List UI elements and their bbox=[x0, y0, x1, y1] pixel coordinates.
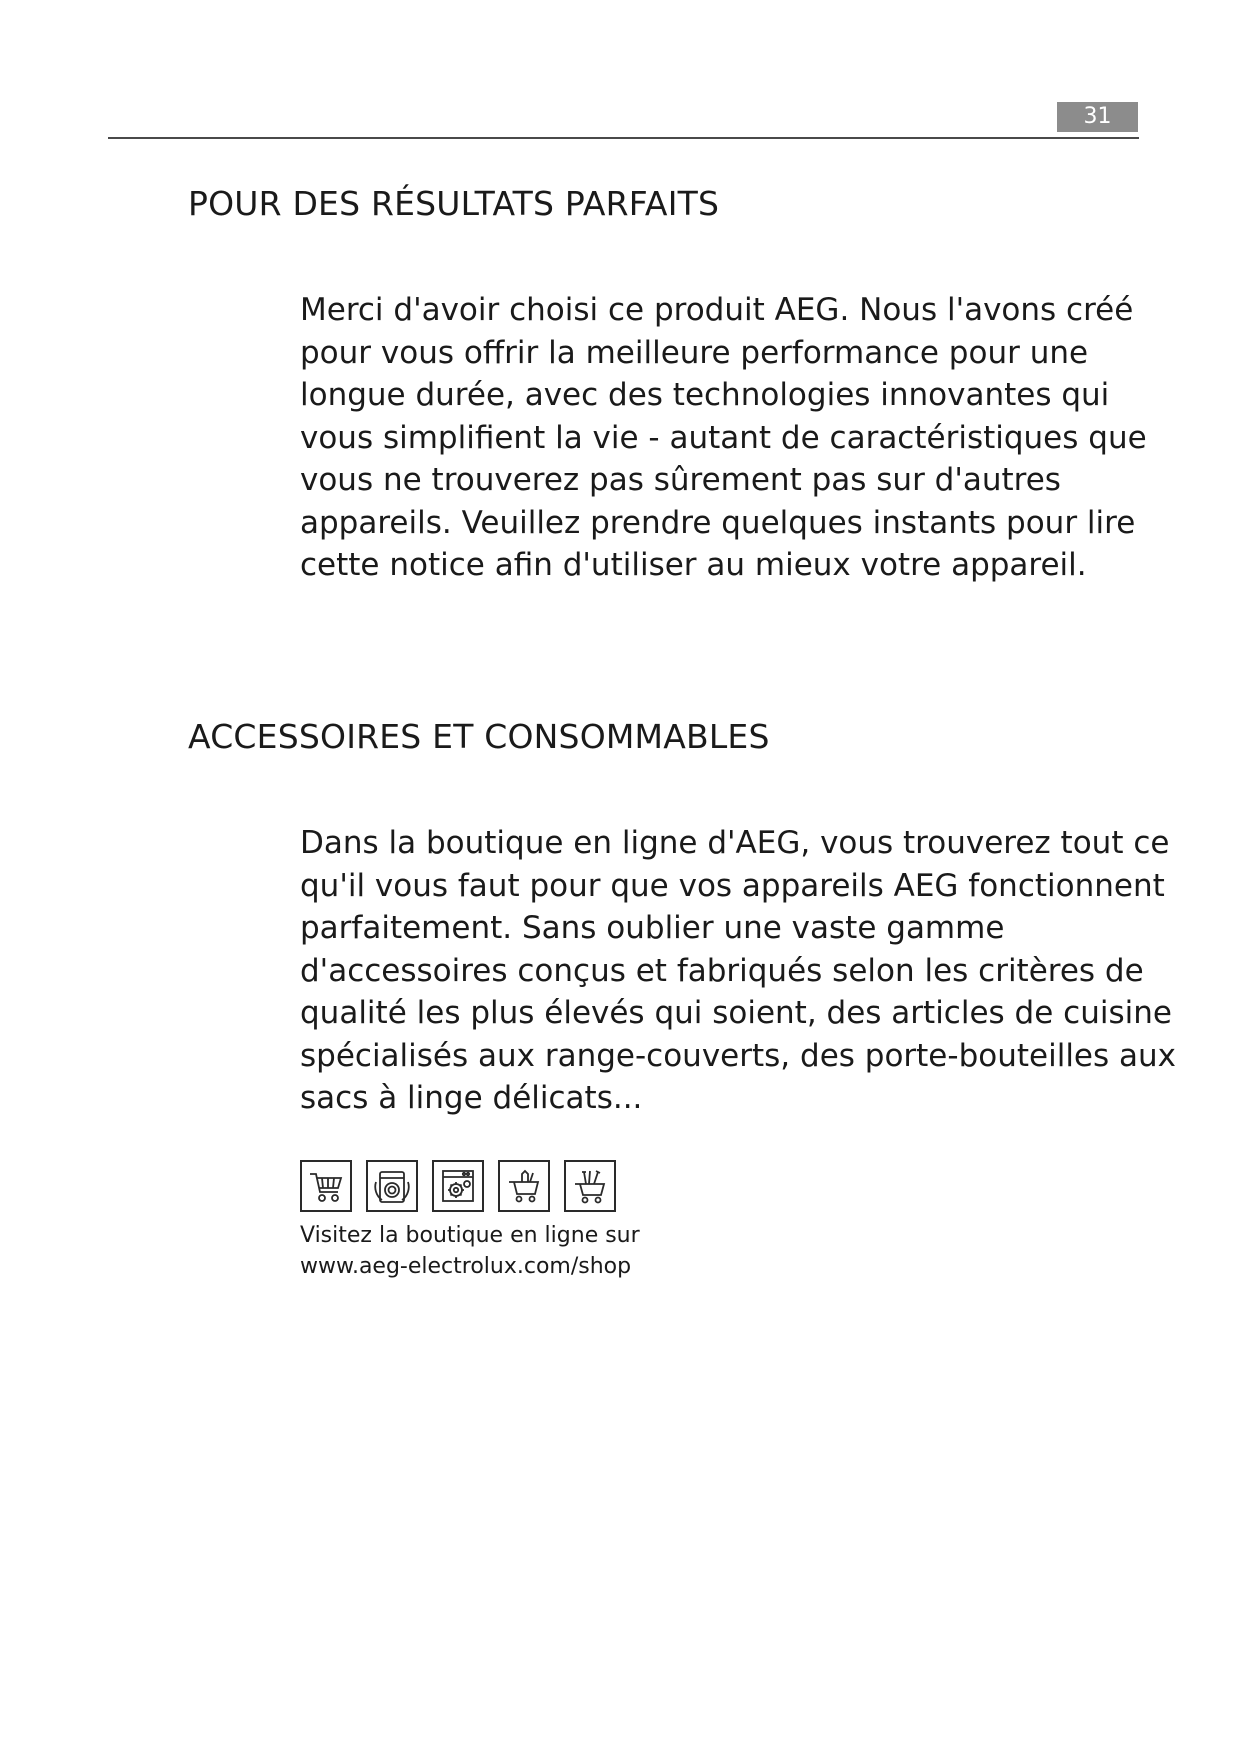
paragraph-line: longue durée, avec des technologies innovantes qui bbox=[300, 377, 1110, 413]
shop-caption bbox=[300, 1220, 640, 1282]
intro-paragraph bbox=[300, 289, 1150, 587]
oven-gear-icon bbox=[432, 1160, 484, 1212]
cart-utensils-icon bbox=[564, 1160, 616, 1212]
paragraph-line: sacs à linge délicats... bbox=[300, 1080, 643, 1116]
shop-caption-line: Visitez la boutique en ligne sur bbox=[300, 1223, 640, 1248]
paragraph-line: qualité les plus élevés qui soient, des articles de cuisine bbox=[300, 995, 1172, 1031]
accessories-paragraph bbox=[300, 822, 1176, 1120]
section-title-resultats: POUR DES RÉSULTATS PARFAITS bbox=[188, 184, 720, 223]
paragraph-line: vous ne trouverez pas sûrement pas sur d'autres bbox=[300, 462, 1061, 498]
paragraph-line: spécialisés aux range-couverts, des porte-bouteilles aux bbox=[300, 1037, 1176, 1074]
cart-bottles-icon bbox=[498, 1160, 550, 1212]
shopping-cart-icon bbox=[300, 1160, 352, 1212]
paragraph-line: appareils. Veuillez prendre quelques instants pour lire bbox=[300, 504, 1136, 541]
paragraph-line: cette notice afin d'utiliser au mieux votre appareil. bbox=[300, 547, 1087, 583]
page-number: 31 bbox=[1057, 102, 1138, 132]
shop-url-link[interactable]: www.aeg-electrolux.com/shop bbox=[300, 1254, 632, 1279]
paragraph-line: d'accessoires conçus et fabriqués selon les critères de bbox=[300, 952, 1144, 989]
paragraph-line: Merci d'avoir choisi ce produit AEG. Nous l'avons créé bbox=[300, 292, 1134, 328]
washing-machine-icon bbox=[366, 1160, 418, 1212]
paragraph-line: vous simplifient la vie - autant de caractéristiques que bbox=[300, 419, 1147, 456]
header-rule bbox=[108, 137, 1139, 139]
section-title-accessoires: ACCESSOIRES ET CONSOMMABLES bbox=[188, 717, 770, 756]
paragraph-line: Dans la boutique en ligne d'AEG, vous trouverez tout ce bbox=[300, 825, 1170, 861]
paragraph-line: qu'il vous faut pour que vos appareils AEG fonctionnent bbox=[300, 867, 1165, 904]
paragraph-line: parfaitement. Sans oublier une vaste gamme bbox=[300, 910, 1005, 946]
paragraph-line: pour vous offrir la meilleure performance pour une bbox=[300, 334, 1089, 371]
shop-icons-row bbox=[300, 1160, 616, 1214]
